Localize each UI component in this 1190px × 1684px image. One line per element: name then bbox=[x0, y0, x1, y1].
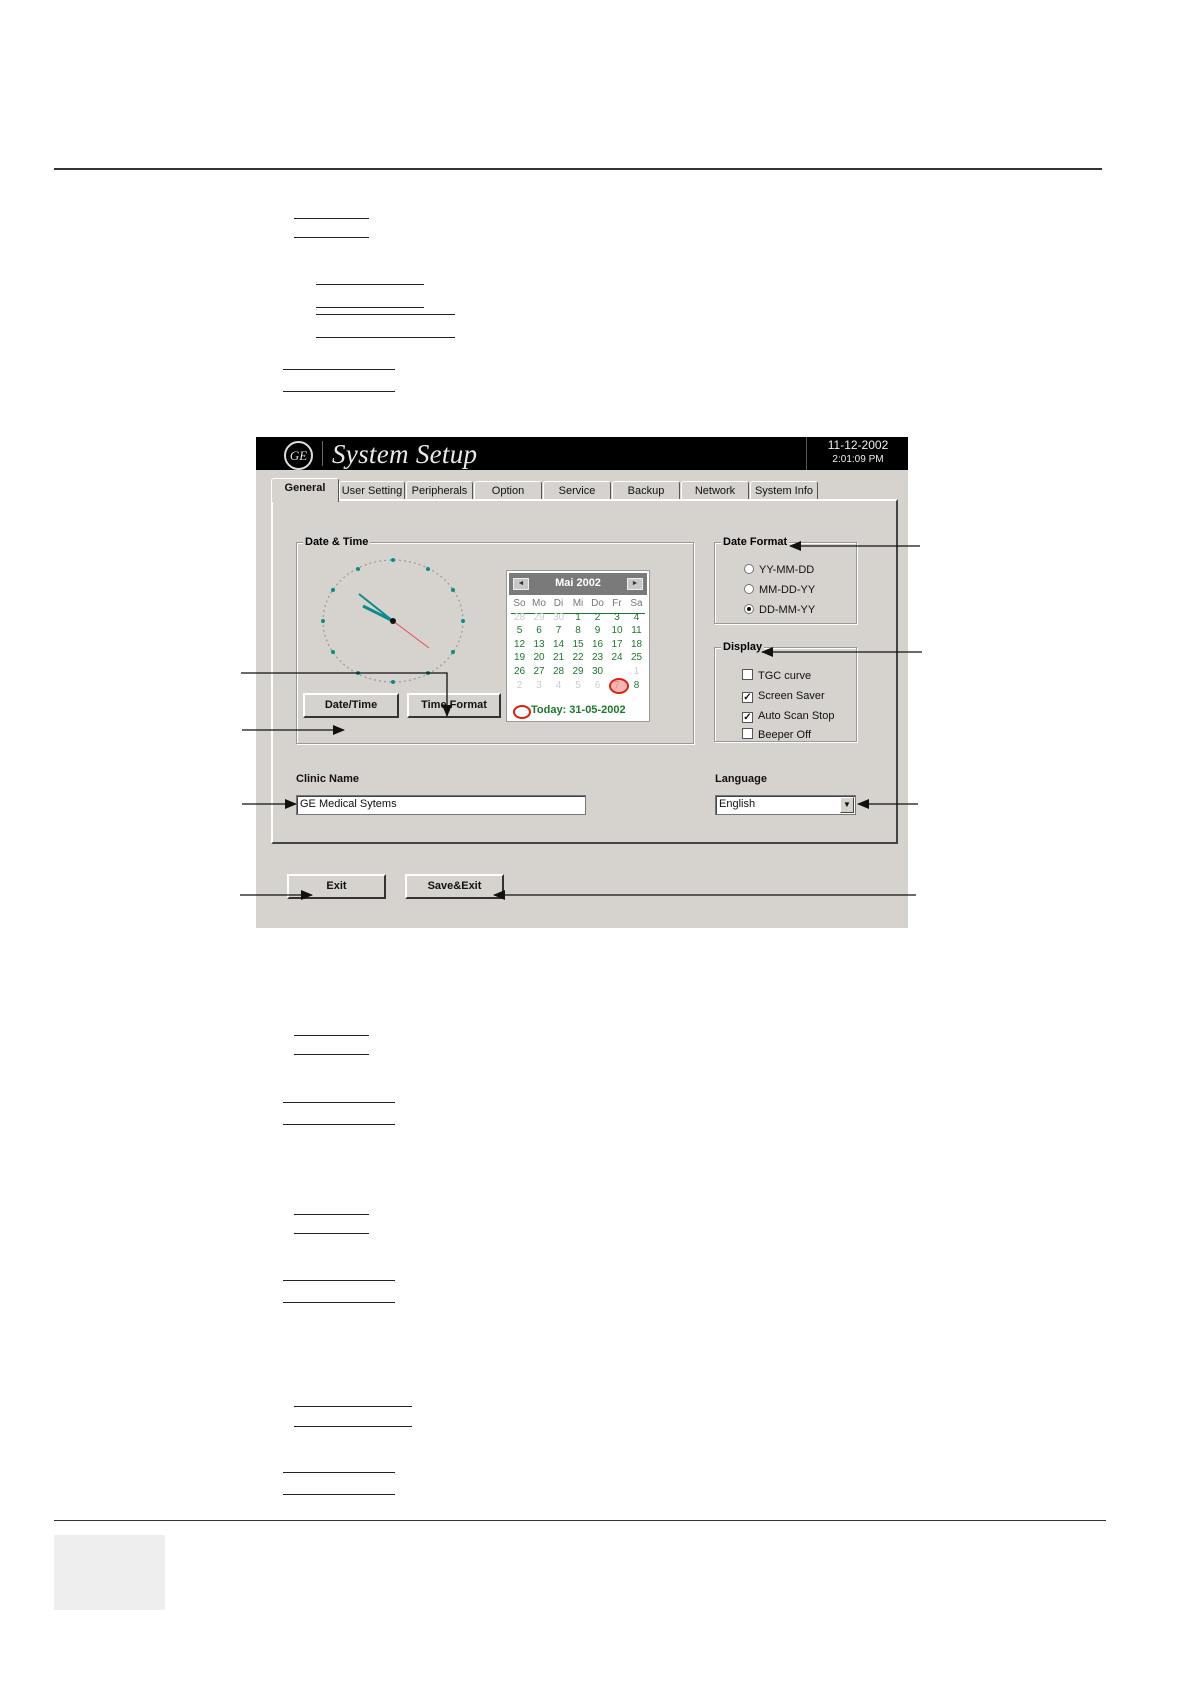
calendar-day[interactable]: 8 bbox=[575, 625, 581, 637]
calendar-day[interactable]: 12 bbox=[513, 638, 526, 650]
arrow-time-format bbox=[241, 673, 447, 716]
calendar-day[interactable]: 30 bbox=[591, 666, 604, 677]
calendar-day[interactable]: 28 bbox=[552, 666, 565, 677]
calendar-day[interactable]: 30 bbox=[552, 611, 565, 623]
weekday-header: Sa bbox=[630, 598, 643, 609]
time-format-button[interactable]: Time Format bbox=[407, 693, 501, 718]
language-select[interactable]: English ▼ bbox=[715, 795, 856, 815]
checkbox-screen-saver[interactable]: ✓ Screen Saver bbox=[743, 690, 825, 703]
calendar-day[interactable]: 11 bbox=[631, 625, 642, 637]
tab-backup[interactable]: Backup bbox=[612, 481, 680, 500]
tab-network[interactable]: Network bbox=[681, 481, 749, 500]
tab-user-setting[interactable]: User Setting bbox=[339, 481, 405, 500]
calendar-day[interactable]: 14 bbox=[552, 638, 565, 650]
calendar-day[interactable]: 18 bbox=[630, 638, 643, 650]
calendar-day[interactable]: 21 bbox=[552, 652, 565, 664]
tab-general[interactable]: General bbox=[271, 478, 339, 502]
calendar-day[interactable]: 4 bbox=[633, 611, 640, 623]
calendar-day[interactable]: 17 bbox=[611, 638, 623, 650]
calendar-day[interactable]: 3 bbox=[614, 611, 620, 623]
weekday-header: Mi bbox=[572, 598, 584, 609]
calendar-day[interactable]: 5 bbox=[516, 625, 523, 637]
calendar-day[interactable]: 3 bbox=[536, 679, 542, 691]
weekday-header: So bbox=[513, 598, 526, 609]
date-format-title: Date Format bbox=[723, 536, 788, 548]
calendar-day[interactable]: 25 bbox=[630, 652, 643, 664]
calendar-day[interactable]: 7 bbox=[555, 625, 562, 637]
tab-peripherals[interactable]: Peripherals bbox=[406, 481, 473, 500]
calendar-day[interactable]: 10 bbox=[611, 625, 623, 637]
weekday-header: Fr bbox=[612, 598, 622, 609]
calendar-day[interactable]: 28 bbox=[513, 611, 526, 623]
calendar-day[interactable]: 23 bbox=[591, 652, 604, 664]
checkbox-checked-icon: ✓ bbox=[743, 712, 752, 723]
calendar-day[interactable]: 22 bbox=[572, 652, 584, 664]
weekday-header: Do bbox=[591, 598, 604, 609]
checkbox-auto-scan-stop[interactable]: ✓ Auto Scan Stop bbox=[743, 710, 835, 723]
calendar-day[interactable]: 31 bbox=[611, 666, 623, 677]
ge-logo: GE bbox=[284, 441, 313, 470]
calendar-day[interactable]: 4 bbox=[555, 679, 562, 691]
date-time-button[interactable]: Date/Time bbox=[303, 693, 399, 718]
today-label[interactable]: Today: 31-05-2002 bbox=[531, 704, 626, 716]
calendar-day[interactable]: 6 bbox=[536, 625, 542, 637]
clinic-name-field[interactable]: GE Medical Sytems bbox=[296, 795, 586, 815]
calendar-day[interactable]: 29 bbox=[572, 666, 584, 677]
calendar-day[interactable]: 8 bbox=[633, 679, 640, 691]
language-label: Language bbox=[715, 773, 767, 785]
calendar-day[interactable]: 13 bbox=[533, 638, 545, 650]
weekday-header: Di bbox=[553, 598, 564, 609]
date-time-title: Date & Time bbox=[305, 536, 369, 548]
clinic-name-label: Clinic Name bbox=[296, 773, 359, 785]
window-title: System Setup bbox=[332, 439, 478, 469]
calendar-day[interactable]: 2 bbox=[594, 611, 601, 623]
calendar-day[interactable]: 26 bbox=[513, 666, 526, 677]
radio-mm-dd-yy[interactable]: MM-DD-YY bbox=[744, 583, 815, 597]
radio-dd-mm-yy[interactable]: DD-MM-YY bbox=[744, 603, 815, 617]
tab-service[interactable]: Service bbox=[543, 481, 611, 500]
calendar-day[interactable]: 20 bbox=[533, 652, 545, 664]
calendar-day[interactable]: 2 bbox=[516, 679, 523, 691]
calendar-day[interactable]: 27 bbox=[533, 666, 545, 677]
calendar-day[interactable]: 9 bbox=[594, 625, 601, 637]
prev-month-button[interactable]: ◄ bbox=[513, 578, 529, 590]
tab-system-info[interactable]: System Info bbox=[750, 481, 818, 500]
chevron-down-icon[interactable]: ▼ bbox=[840, 797, 854, 813]
calendar-day[interactable]: 5 bbox=[575, 679, 581, 691]
calendar-day[interactable]: 24 bbox=[611, 652, 623, 664]
weekday-header: Mo bbox=[532, 598, 546, 609]
next-month-button[interactable]: ► bbox=[627, 578, 643, 590]
calendar-month: Mai 2002 bbox=[555, 577, 601, 589]
checkbox-beeper-off[interactable]: Beeper Off bbox=[742, 728, 811, 742]
checkbox-tgc-curve[interactable]: TGC curve bbox=[742, 669, 811, 683]
calendar-day[interactable]: 19 bbox=[513, 652, 526, 664]
calendar-day[interactable]: 6 bbox=[594, 679, 601, 691]
radio-yy-mm-dd[interactable]: YY-MM-DD bbox=[744, 563, 814, 577]
current-date: 11-12-2002 bbox=[827, 438, 889, 452]
calendar-day[interactable]: 16 bbox=[591, 638, 604, 650]
checkbox-checked-icon: ✓ bbox=[743, 692, 752, 703]
calendar-day[interactable]: 15 bbox=[572, 638, 584, 650]
save-exit-button[interactable]: Save&Exit bbox=[405, 874, 504, 899]
display-title: Display bbox=[723, 641, 763, 653]
calendar-day[interactable]: 1 bbox=[575, 611, 581, 623]
exit-button[interactable]: Exit bbox=[287, 874, 386, 899]
calendar-day[interactable]: 1 bbox=[633, 666, 640, 677]
current-time: 2:01:09 PM bbox=[832, 454, 884, 465]
tab-option[interactable]: Option bbox=[474, 481, 542, 500]
calendar-day[interactable]: 29 bbox=[533, 611, 545, 623]
calendar-day[interactable]: 7 bbox=[614, 679, 620, 691]
